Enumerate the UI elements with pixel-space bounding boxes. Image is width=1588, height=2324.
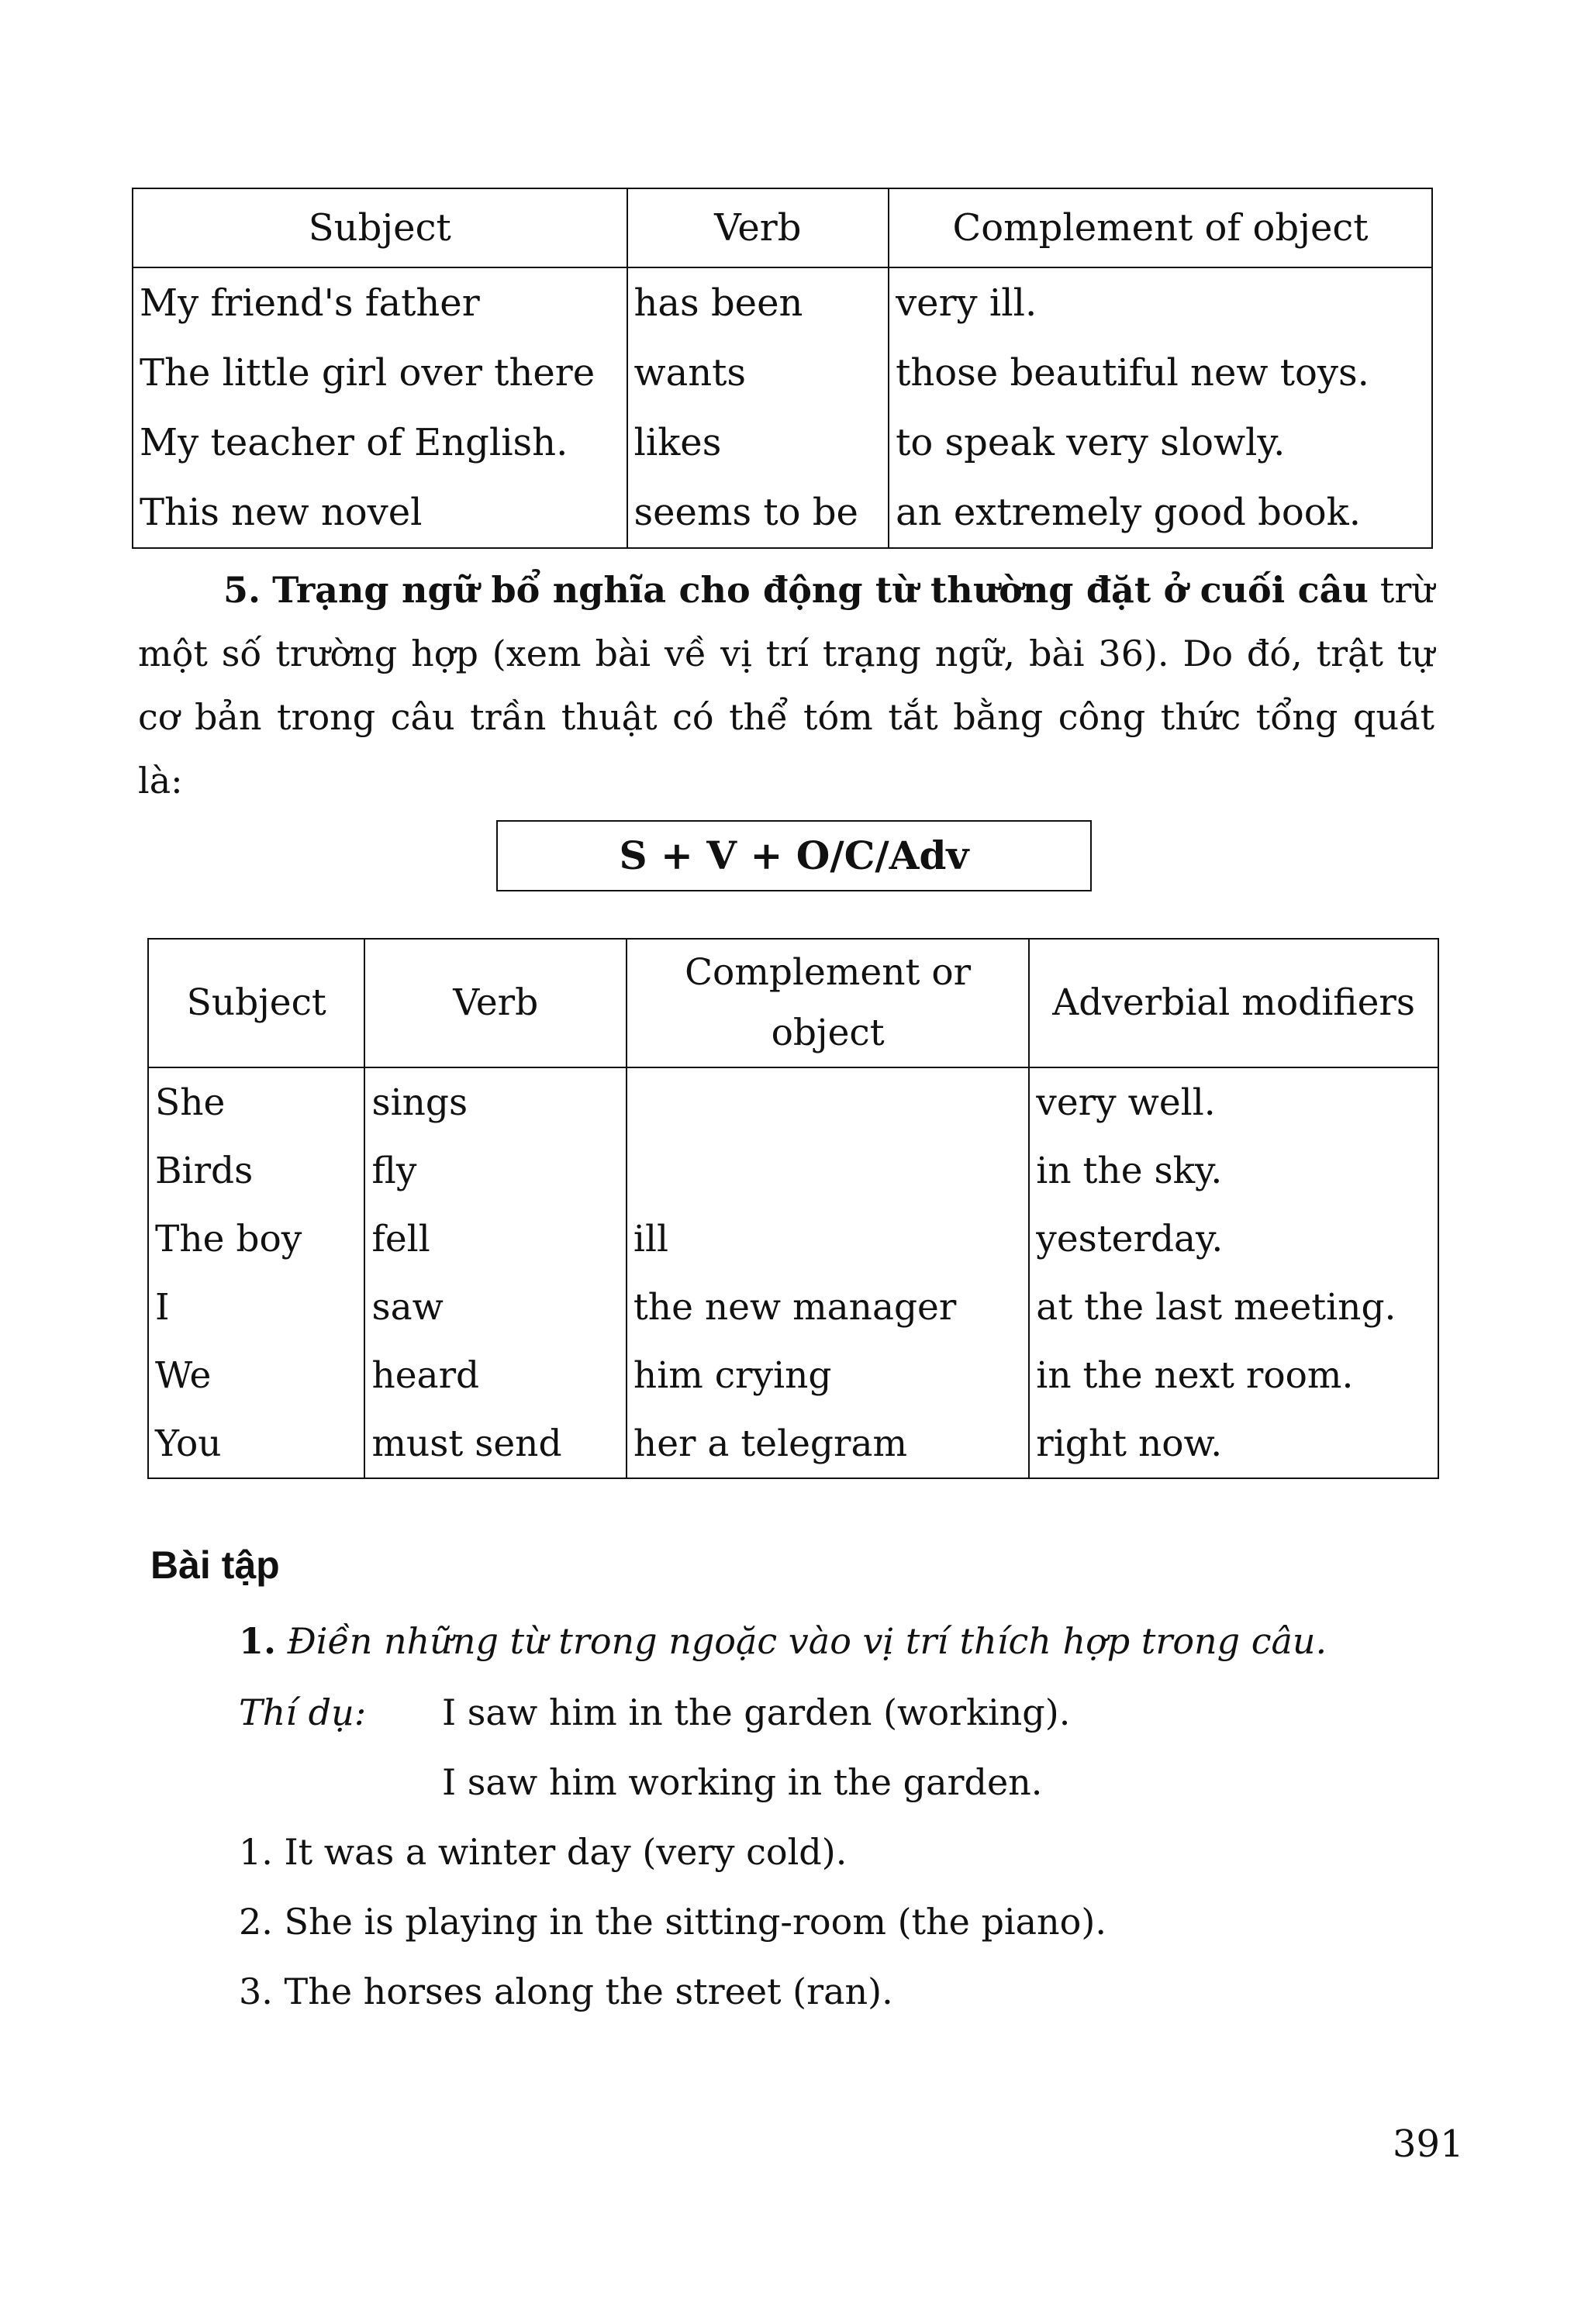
cell-adverbial: right now. — [1029, 1409, 1438, 1478]
cell-subject: The boy — [148, 1205, 364, 1273]
cell-subject: I — [148, 1273, 364, 1341]
exercise-instruction-text: Điền những từ trong ngoặc vào vị trí thích hợp trong câu. — [287, 1620, 1327, 1662]
header-verb: Verb — [627, 188, 889, 267]
table-row — [133, 478, 1432, 548]
example-sentence-1: I saw him in the garden (working). — [442, 1691, 1071, 1733]
cell-verb: likes — [627, 408, 889, 478]
header-complement: Complement or object — [627, 939, 1029, 1067]
example-label: Thí dụ: — [239, 1691, 367, 1733]
formula-box: S + V + O/C/Adv — [496, 820, 1092, 891]
rule-paragraph — [138, 558, 1434, 812]
cell-verb: must send — [364, 1409, 626, 1478]
cell-verb: sings — [364, 1067, 626, 1136]
cell-adverbial: yesterday. — [1029, 1205, 1438, 1273]
cell-complement: those beautiful new toys. — [889, 338, 1432, 408]
section-title: Bài tập — [150, 1543, 280, 1587]
cell-adverbial: in the next room. — [1029, 1341, 1438, 1409]
cell-subject: The little girl over there — [133, 338, 627, 408]
table-header-row — [148, 939, 1438, 1067]
cell-complement: ill — [627, 1205, 1029, 1273]
cell-complement: an extremely good book. — [889, 478, 1432, 548]
table-row — [133, 267, 1432, 338]
table-row — [148, 1067, 1438, 1136]
example-line — [239, 1691, 1070, 1733]
rule-number: 5. — [223, 569, 261, 611]
header-adverbial: Adverbial modifiers — [1029, 939, 1438, 1067]
cell-adverbial: very well. — [1029, 1067, 1438, 1136]
cell-subject: We — [148, 1341, 364, 1409]
cell-verb: fly — [364, 1136, 626, 1205]
page-number: 391 — [1393, 2122, 1464, 2166]
exercise-item: 3. The horses along the street (ran). — [239, 1971, 893, 2012]
cell-verb: fell — [364, 1205, 626, 1273]
cell-subject: She — [148, 1067, 364, 1136]
table-row — [148, 1409, 1438, 1478]
table-row — [133, 408, 1432, 478]
exercise-instruction — [239, 1620, 1327, 1662]
sentence-structure-table-2 — [147, 938, 1439, 1479]
cell-verb: heard — [364, 1341, 626, 1409]
header-verb: Verb — [364, 939, 626, 1067]
cell-verb: saw — [364, 1273, 626, 1341]
exercise-number: 1. — [239, 1620, 277, 1662]
cell-complement: very ill. — [889, 267, 1432, 338]
table-row — [148, 1136, 1438, 1205]
cell-verb: has been — [627, 267, 889, 338]
cell-subject: This new novel — [133, 478, 627, 548]
table-row — [148, 1273, 1438, 1341]
cell-subject: You — [148, 1409, 364, 1478]
rule-bold-text: Trạng ngữ bổ nghĩa cho động từ thường đặt ở cuối câu — [272, 569, 1369, 611]
header-complement: Complement of object — [889, 188, 1432, 267]
table-header-row — [133, 188, 1432, 267]
cell-verb: wants — [627, 338, 889, 408]
sentence-structure-table-1 — [132, 188, 1433, 549]
table-row — [148, 1341, 1438, 1409]
cell-complement: her a telegram — [627, 1409, 1029, 1478]
cell-complement — [627, 1067, 1029, 1136]
exercise-item: 1. It was a winter day (very cold). — [239, 1831, 848, 1873]
cell-subject: Birds — [148, 1136, 364, 1205]
cell-complement: the new manager — [627, 1273, 1029, 1341]
cell-subject: My teacher of English. — [133, 408, 627, 478]
cell-verb: seems to be — [627, 478, 889, 548]
cell-adverbial: at the last meeting. — [1029, 1273, 1438, 1341]
cell-subject: My friend's father — [133, 267, 627, 338]
table-row — [133, 338, 1432, 408]
cell-complement: to speak very slowly. — [889, 408, 1432, 478]
cell-adverbial: in the sky. — [1029, 1136, 1438, 1205]
header-subject: Subject — [133, 188, 627, 267]
rule-text: trừ một số trường hợp (xem bài về vị trí trạng ngữ, bài 36). Do đó, trật tự cơ bản trong câu trần thuật có thể tóm tắt bằng công thức tổng quát là: — [138, 569, 1434, 802]
header-subject: Subject — [148, 939, 364, 1067]
cell-complement: him crying — [627, 1341, 1029, 1409]
cell-complement — [627, 1136, 1029, 1205]
table-row — [148, 1205, 1438, 1273]
example-sentence-2: I saw him working in the garden. — [442, 1761, 1043, 1803]
exercise-item: 2. She is playing in the sitting-room (the piano). — [239, 1901, 1106, 1943]
